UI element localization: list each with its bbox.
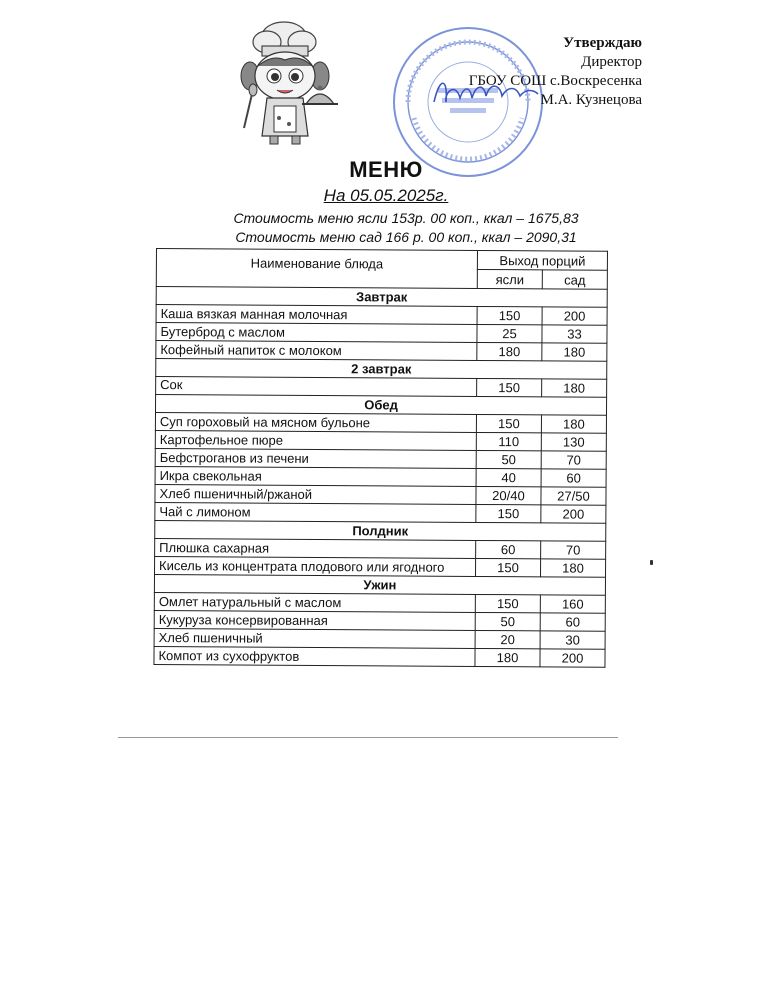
portion-nursery: 60	[476, 540, 541, 558]
table-row	[156, 323, 607, 344]
portion-garden: 160	[540, 595, 605, 613]
header-nursery: ясли	[477, 269, 542, 288]
table-row	[155, 466, 606, 487]
table-row	[155, 502, 606, 523]
scan-speck	[650, 560, 653, 565]
header-garden: сад	[542, 270, 607, 289]
portion-nursery: 180	[477, 342, 542, 360]
table-row	[155, 484, 606, 505]
portion-nursery: 20/40	[476, 486, 541, 504]
dish-name: Картофельное пюре	[155, 430, 476, 450]
portion-garden: 30	[540, 631, 605, 649]
dish-name: Бефстроганов из печени	[155, 448, 476, 468]
portion-nursery: 150	[477, 306, 542, 324]
portion-garden: 180	[540, 559, 605, 577]
dish-name: Сок	[156, 377, 477, 397]
approval-line-4: М.А. Кузнецова	[540, 92, 642, 108]
section-title: Ужин	[154, 574, 605, 595]
portion-garden: 27/50	[541, 487, 606, 505]
table-row	[155, 448, 606, 469]
dish-name: Кукуруза консервированная	[154, 610, 475, 630]
section-title: 2 завтрак	[156, 359, 607, 380]
portion-nursery: 150	[476, 504, 541, 522]
portion-garden: 130	[541, 433, 606, 451]
dish-name: Компот из сухофруктов	[154, 646, 475, 666]
table-row	[155, 556, 606, 577]
section-title: Завтрак	[156, 287, 607, 308]
menu-table	[153, 248, 608, 668]
cost-garden: Стоимость меню сад 166 р. 00 коп., ккал – 2090,31	[235, 229, 577, 245]
portion-garden: 200	[542, 307, 607, 325]
portion-nursery: 150	[475, 558, 540, 576]
chef-girl-illustration	[222, 18, 352, 148]
portion-nursery: 180	[475, 648, 540, 666]
table-row	[155, 430, 606, 451]
table-row	[155, 413, 606, 434]
approval-block	[469, 34, 642, 110]
header-output: Выход порций	[477, 250, 607, 270]
dish-name: Кофейный напиток с молоком	[156, 341, 477, 361]
approval-line-1: Утверждаю	[563, 35, 642, 51]
dish-name: Хлеб пшеничный/ржаной	[155, 484, 476, 504]
portion-nursery: 150	[475, 594, 540, 612]
portion-garden: 70	[541, 451, 606, 469]
table-row	[155, 538, 606, 559]
table-row	[154, 628, 605, 649]
portion-nursery: 150	[477, 378, 542, 396]
portion-nursery: 110	[476, 432, 541, 450]
portion-nursery: 50	[475, 612, 540, 630]
portion-garden: 60	[540, 613, 605, 631]
portion-nursery: 50	[476, 450, 541, 468]
dish-name: Омлет натуральный с маслом	[154, 592, 475, 612]
table-row	[154, 610, 605, 631]
menu-title: МЕНЮ	[349, 157, 423, 182]
portion-nursery: 40	[476, 468, 541, 486]
header-dish-name: Наименование блюда	[156, 249, 477, 289]
portion-garden: 200	[540, 649, 605, 667]
dish-name: Кисель из концентрата плодового или ягодного	[155, 556, 476, 576]
cost-nursery: Стоимость меню ясли 153р. 00 коп., ккал – 1675,83	[233, 210, 579, 226]
approval-line-3: ГБОУ СОШ с.Воскресенка	[468, 73, 642, 89]
menu-table-wrap	[153, 248, 608, 668]
section-title: Полдник	[155, 520, 606, 541]
portion-garden: 200	[541, 505, 606, 523]
portion-nursery: 150	[476, 414, 541, 432]
table-row	[154, 646, 605, 667]
portion-nursery: 20	[475, 630, 540, 648]
table-row	[156, 341, 607, 362]
section-title: Обед	[155, 395, 606, 416]
scan-line	[118, 737, 618, 738]
dish-name: Суп гороховый на мясном бульоне	[155, 413, 476, 433]
table-row	[156, 305, 607, 326]
dish-name: Каша вязкая манная молочная	[156, 305, 477, 325]
portion-garden: 180	[542, 379, 607, 397]
portion-garden: 70	[541, 541, 606, 559]
portion-garden: 180	[541, 415, 606, 433]
portion-nursery: 25	[477, 324, 542, 342]
approval-line-2: Директор	[581, 54, 642, 70]
dish-name: Бутерброд с маслом	[156, 323, 477, 343]
dish-name: Хлеб пшеничный	[154, 628, 475, 648]
dish-name: Икра свекольная	[155, 466, 476, 486]
portion-garden: 60	[541, 469, 606, 487]
dish-name: Чай с лимоном	[155, 502, 476, 522]
menu-date: На 05.05.2025г.	[323, 186, 449, 205]
table-row	[154, 592, 605, 613]
portion-garden: 33	[542, 325, 607, 343]
dish-name: Плюшка сахарная	[155, 538, 476, 558]
portion-garden: 180	[542, 343, 607, 361]
